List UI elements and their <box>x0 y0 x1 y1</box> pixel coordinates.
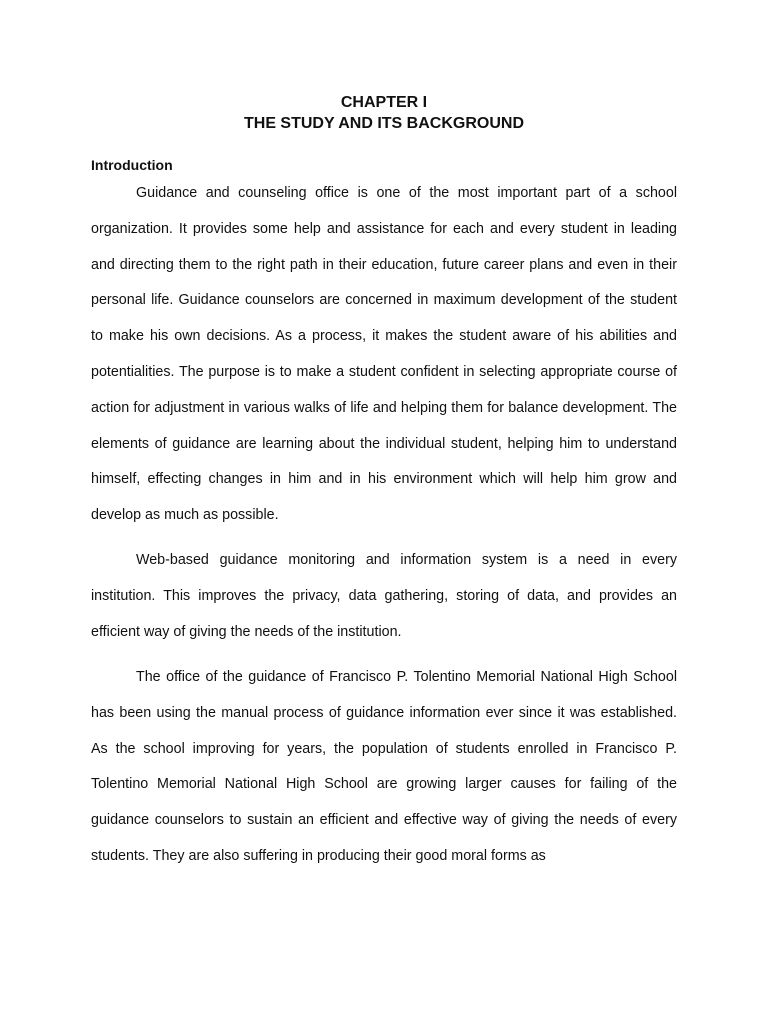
body-paragraph-2-container <box>91 543 677 650</box>
section-heading: Introduction <box>91 157 173 173</box>
body-paragraph-1-container <box>91 176 677 534</box>
chapter-title-block <box>0 92 768 134</box>
chapter-title: THE STUDY AND ITS BACKGROUND <box>243 115 524 132</box>
chapter-label: CHAPTER I <box>340 94 428 111</box>
body-paragraph-3-container <box>91 660 677 875</box>
body-paragraph: The office of the guidance of Francisco P. Tolentino Memorial National High School has been using the manual process of guidance information ever since it was established. As the school improving for years, the population of students enrolled in Francisco P. Tolentino Memorial National High School are growing larger causes for failing of the guidance counselors to sustain an efficient and effective way of giving the needs of every students. They are also suffering in producing their good moral forms as <box>91 669 677 864</box>
body-paragraph: Web-based guidance monitoring and information system is a need in every institution. This improves the privacy, data gathering, storing of data, and provides an efficient way of giving the needs of the institution. <box>91 552 677 640</box>
body-paragraph: Guidance and counseling office is one of the most important part of a school organization. It provides some help and assistance for each and every student in leading and directing them to the right path in their education, future career plans and even in their personal life. Guidance counselors are concerned in maximum development of the student to make his own decisions. As a process, it makes the student aware of his abilities and potentialities. The purpose is to make a student confident in selecting appropriate course of action for adjustment in various walks of life and helping them for balance development. The elements of guidance are learning about the individual student, helping him to understand himself, effecting changes in him and in his environment which will help him grow and develop as much as possible. <box>91 185 677 524</box>
